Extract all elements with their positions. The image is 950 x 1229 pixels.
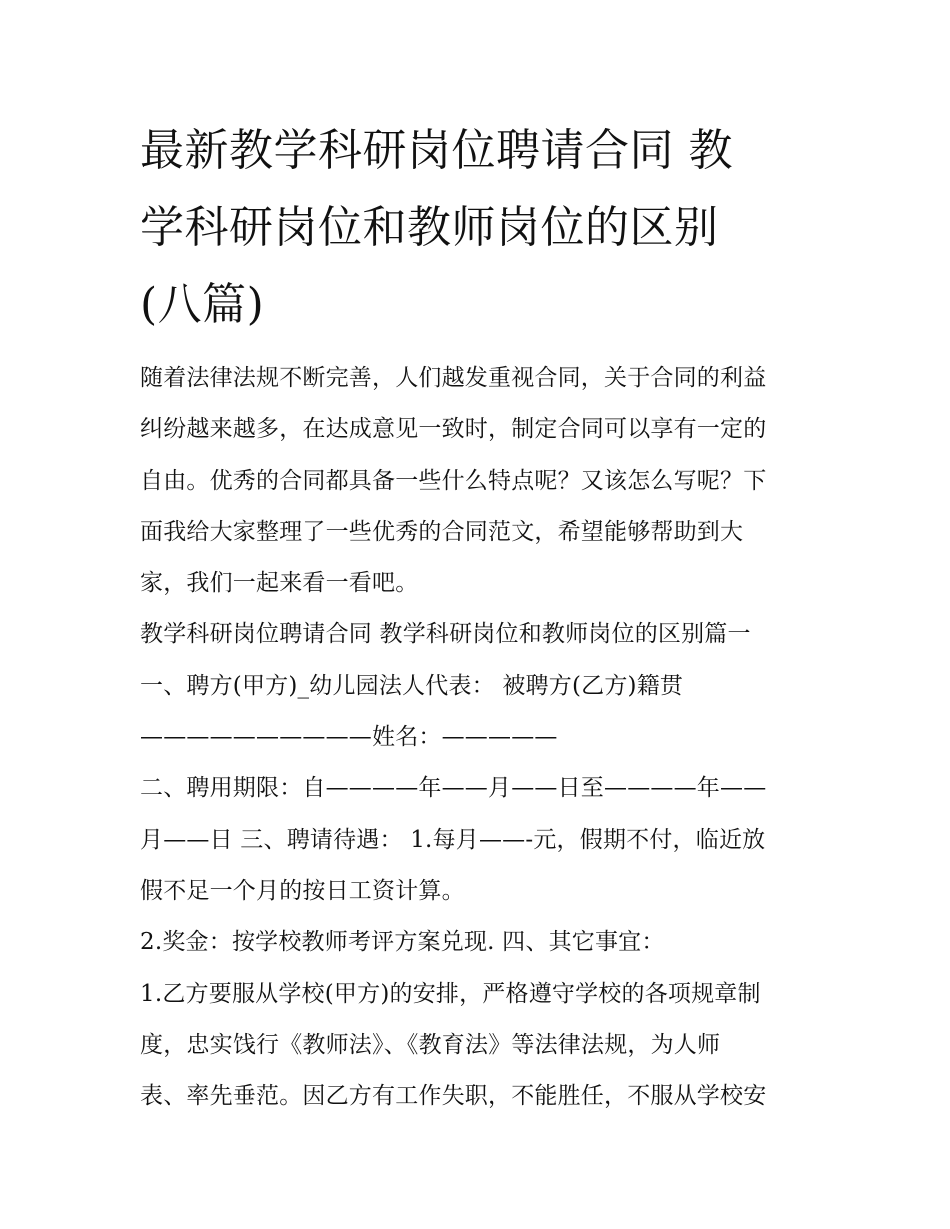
body-line: 1.乙方要服从学校(甲方)的安排，严格遵守学校的各项规章制 <box>140 980 761 1007</box>
document-body <box>140 353 814 1122</box>
body-line: 月——日 三、聘请待遇： 1.每月——-元，假期不付，临近放 <box>140 826 766 853</box>
body-line: 一、聘方(甲方)_幼儿园法人代表： 被聘方(乙方)籍贯 <box>140 672 684 699</box>
title-line: (八篇) <box>140 279 265 330</box>
title-line: 最新教学科研岗位聘请合同 教 <box>140 125 733 176</box>
body-line: ——————————姓名：————— <box>140 724 558 751</box>
body-line: 2.奖金：按学校教师考评方案兑现. 四、其它事宜： <box>140 929 665 956</box>
body-line: 二、聘用期限：自————年——月——日至————年—— <box>140 775 767 802</box>
body-line: 度，忠实饯行《教师法》、《教育法》等法律法规，为人师 <box>140 1031 721 1058</box>
title-line: 学科研岗位和教师岗位的区别 <box>140 202 719 253</box>
body-line: 自由。优秀的合同都具备一些什么特点呢？又该怎么写呢？下 <box>140 467 767 494</box>
body-line: 假不足一个月的按日工资计算。 <box>140 877 465 904</box>
body-line: 表、率先垂范。因乙方有工作失职，不能胜任，不服从学校安 <box>140 1083 767 1110</box>
document-title <box>140 112 820 343</box>
body-line: 纠纷越来越多，在达成意见一致时，制定合同可以享有一定的 <box>140 416 767 443</box>
body-line: 家，我们一起来看一看吧。 <box>140 570 419 597</box>
body-line: 随着法律法规不断完善，人们越发重视合同，关于合同的利益 <box>140 365 767 391</box>
body-line: 面我给大家整理了一些优秀的合同范文，希望能够帮助到大 <box>140 518 744 545</box>
section-heading-line: 教学科研岗位聘请合同 教学科研岗位和教师岗位的区别篇一 <box>140 621 751 648</box>
